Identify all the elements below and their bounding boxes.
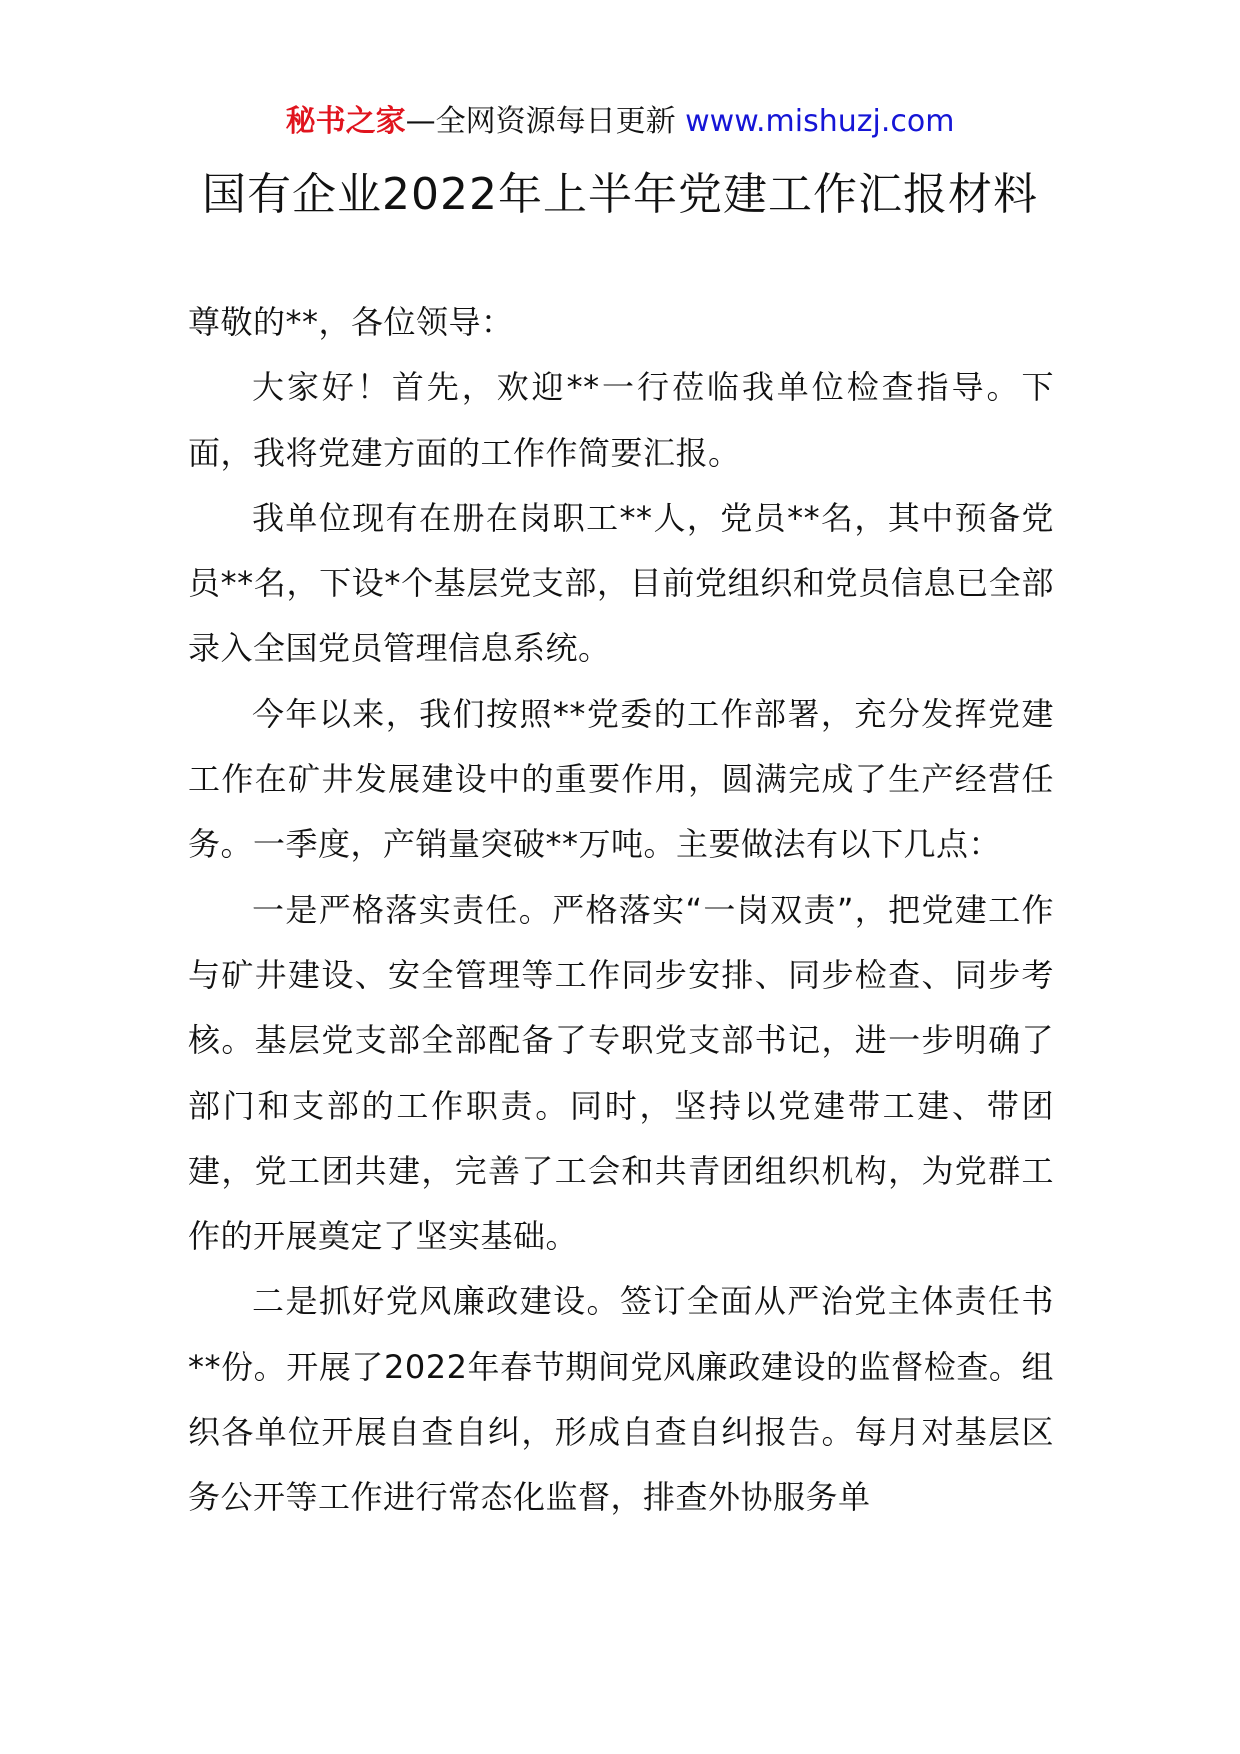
paragraph-staff-overview: 我单位现有在册在岗职工**人，党员**名，其中预备党员**名，下设*个基层党支部，目前党组织和党员信息已全部录入全国党员管理信息系统。 [188,498,1054,668]
site-header [0,100,1240,144]
site-url-link[interactable]: www.mishuzj.com [685,104,955,139]
paragraph-greeting: 大家好！首先，欢迎**一行莅临我单位检查指导。下面，我将党建方面的工作作简要汇报。 [188,368,1054,472]
paragraph-work-summary: 今年以来，我们按照**党委的工作部署，充分发挥党建工作在矿井发展建设中的重要作用，圆满完成了生产经营任务。一季度，产销量突破**万吨。主要做法有以下几点： [188,694,1054,864]
document-body [188,290,1054,1531]
site-slogan: —全网资源每日更新 [405,104,676,139]
paragraph-responsibility: 一是严格落实责任。严格落实“一岗双责”，把党建工作与矿井建设、安全管理等工作同步安排、同步检查、同步考核。基层党支部全部配备了专职党支部书记，进一步明确了部门和支部的工作职责。同时，坚持以党建带工建、带团建，党工团共建，完善了工会和共青团组织机构，为党群工作的开展奠定了坚实基础。 [188,890,1054,1256]
paragraph-integrity: 二是抓好党风廉政建设。签订全面从严治党主体责任书**份。开展了2022年春节期间党风廉政建设的监督检查。组织各单位开展自查自纠，形成自查自纠报告。每月对基层区务公开等工作进行常态化监督，排查外协服务单 [188,1282,1054,1517]
document-title: 国有企业2022年上半年党建工作汇报材料 [202,169,1038,220]
brand-name: 秘书之家 [285,104,406,139]
salutation: 尊敬的**，各位领导： [188,303,514,341]
